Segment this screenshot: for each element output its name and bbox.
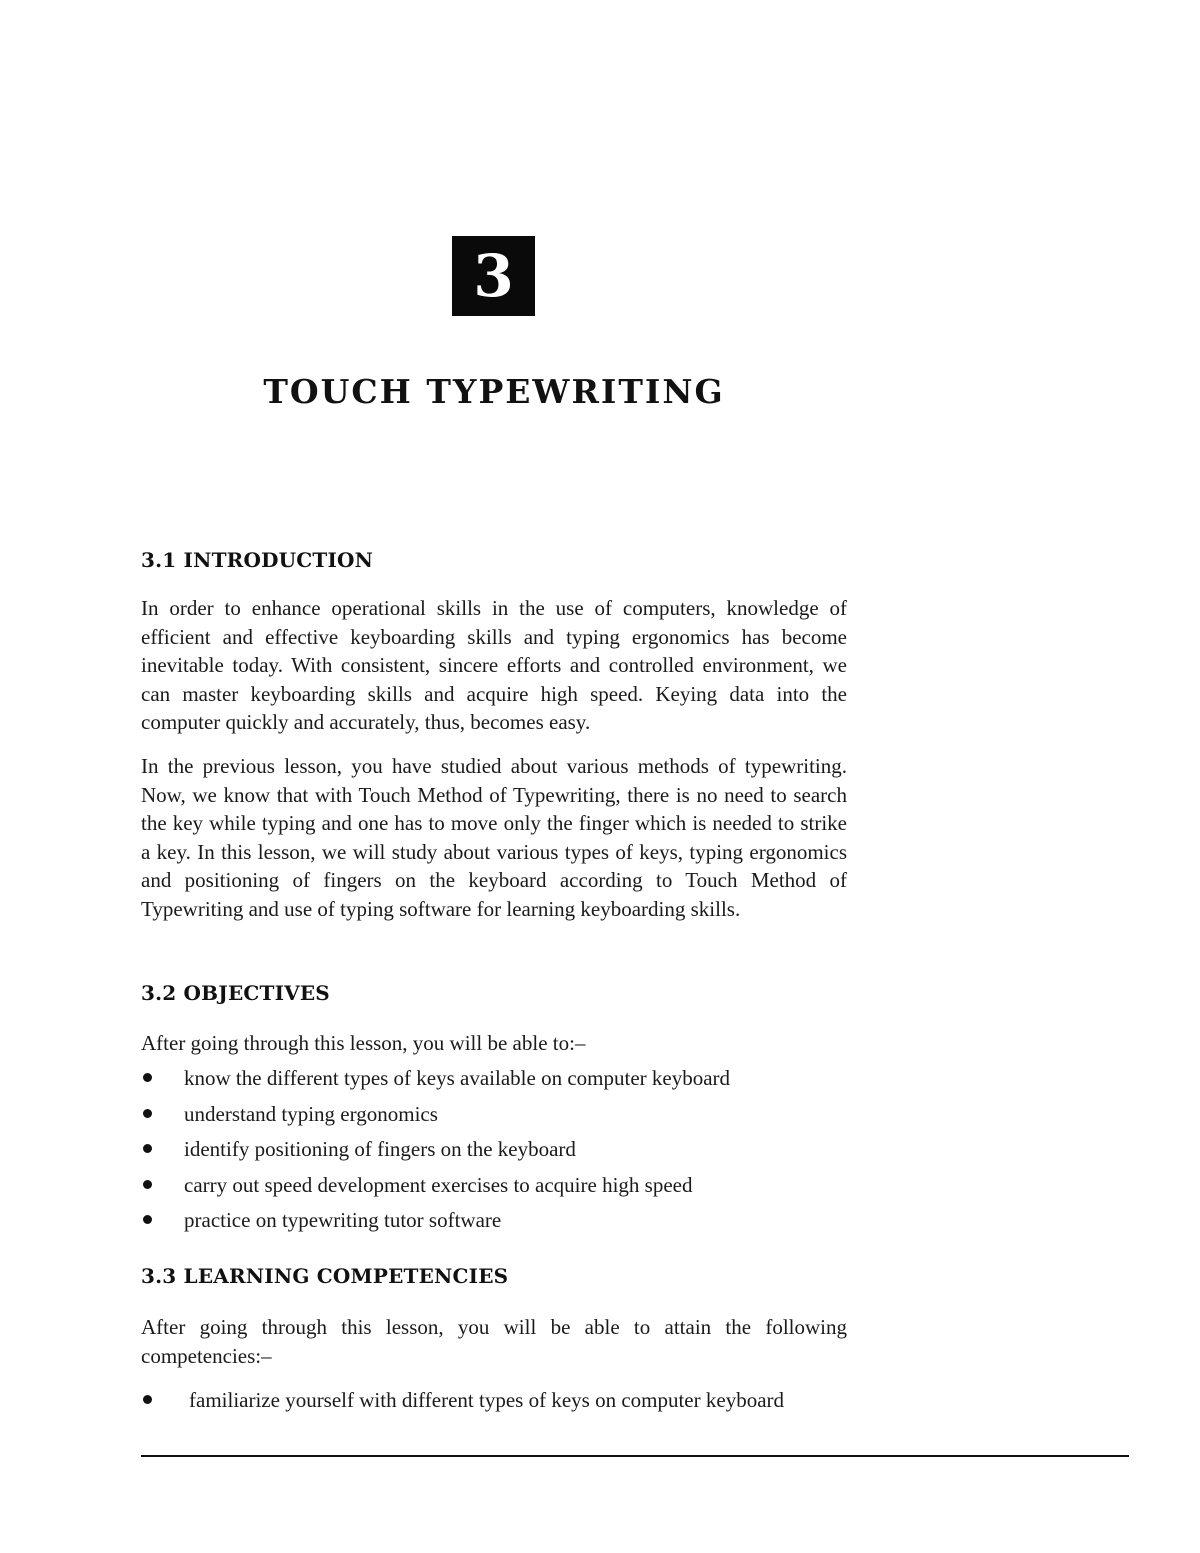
- competencies-list: [141, 1386, 847, 1422]
- list-item-text: know the different types of keys available on computer keyboard: [184, 1066, 731, 1090]
- list-item: [141, 1135, 847, 1171]
- section-heading-objectives: 3.2 OBJECTIVES: [141, 981, 330, 1005]
- chapter-number-box: [452, 236, 535, 316]
- chapter-number: 3: [473, 242, 514, 310]
- list-item-text: identify positioning of fingers on the keyboard: [184, 1137, 576, 1161]
- section-heading-competencies: 3.3 LEARNING COMPETENCIES: [141, 1264, 509, 1288]
- bullet-icon: [143, 1215, 152, 1224]
- objectives-intro: After going through this lesson, you will be able to:–: [141, 1031, 586, 1055]
- chapter-title: TOUCH TYPEWRITING: [263, 372, 725, 411]
- list-item-text: understand typing ergonomics: [184, 1101, 438, 1126]
- list-item: [141, 1386, 847, 1422]
- bullet-icon: [143, 1180, 152, 1189]
- introduction-paragraph-2: In the previous lesson, you have studied about various methods of typewriting. Now, we know that with Touch Method of Typewriting, there is no need to search the key while typing and one has to move only the finger which is needed to strike a key. In this lesson, we will study about various types of keys, typing ergonomics and positioning of fingers on the keyboard according to Touch Method of Typewriting and use of typing software for learning keyboarding skills.: [141, 754, 847, 921]
- list-item: [141, 1064, 847, 1100]
- objectives-list: [141, 1064, 847, 1242]
- section-heading-introduction: 3.1 INTRODUCTION: [141, 548, 374, 572]
- list-item: [141, 1171, 847, 1207]
- introduction-paragraph-1: In order to enhance operational skills in the use of computers, knowledge of efficient and effective keyboarding skills and typing ergonomics has become inevitable today. With consistent, sincere efforts and controlled environment, we can master keyboarding skills and acquire high speed. Keying data into the computer quickly and accurately, thus, becomes easy.: [141, 596, 847, 734]
- bullet-icon: [143, 1073, 152, 1082]
- bullet-icon: [143, 1144, 152, 1153]
- list-item: [141, 1100, 847, 1136]
- list-item-text: carry out speed development exercises to acquire high speed: [184, 1172, 693, 1197]
- list-item-text: practice on typewriting tutor software: [184, 1208, 502, 1232]
- competencies-intro: After going through this lesson, you will be able to attain the following competencies:–: [141, 1315, 847, 1368]
- footer-rule: [141, 1455, 1129, 1457]
- list-item-text: familiarize yourself with different types of keys on computer keyboard: [189, 1388, 785, 1412]
- bullet-icon: [143, 1109, 152, 1118]
- bullet-icon: [143, 1395, 152, 1404]
- list-item: [141, 1206, 847, 1242]
